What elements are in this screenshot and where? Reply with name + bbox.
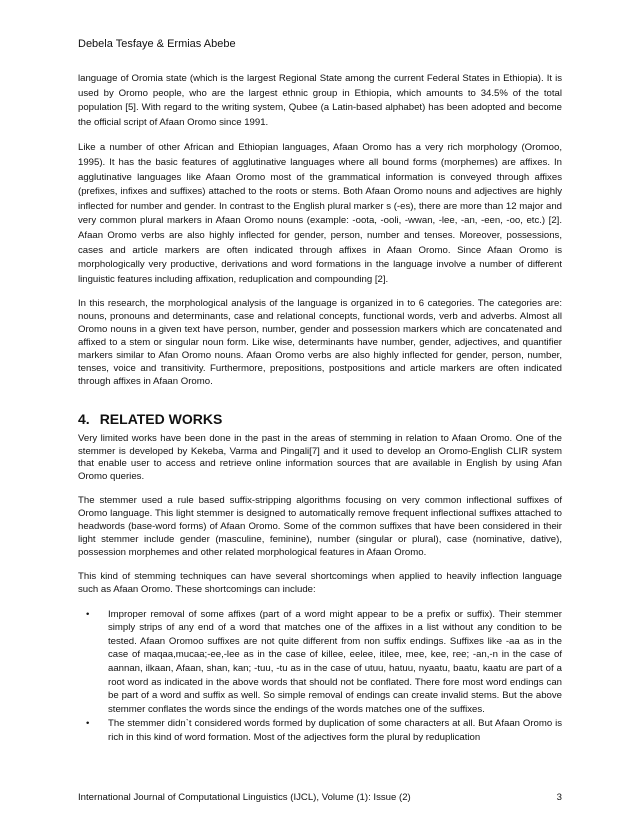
paragraph: In this research, the morphological analysis of the language is organized in to 6 categories. The categories are: nouns, pronouns and determinants, case and relational concepts, functional words, verb and adverbs. Almost all Oromo nouns in a given text have person, number, gender and possession markers which are concatenated and affixed to a stem or singular noun form. Like wise, determinants have number, gender, adjectives, and quantifier markers similar to Afan Oromo nouns. Afaan Oromo verbs are also highly inflected for gender, person, number, tenses, voice and transitivity. Furthermore, prepositions, postpositions and article markers are often indicated through affixes in Afaan Oromo.	[78, 298, 562, 387]
page-number: 3	[556, 792, 562, 803]
paragraph: This kind of stemming techniques can have several shortcomings when applied to heavily inflection language such as Afaan Oromo. These shortcomings can include:	[78, 570, 562, 595]
section-number: 4.	[78, 410, 90, 427]
section-heading	[78, 411, 562, 427]
shortcomings-list	[78, 608, 562, 745]
list-item	[86, 717, 562, 744]
paragraph: Very limited works have been done in the past in the areas of stemming in relation to Afaan Oromo. One of the stemmer is developed by Kekeba, Varma and Pingali[7] and it used to develop an Oromo-English CLIR system that enable user to access and retrieve online information sources that are available in English by using Afan Oromo queries.	[78, 432, 562, 483]
page-body	[78, 72, 562, 746]
list-item	[86, 608, 562, 717]
list-item-text: The stemmer didn`t considered words formed by duplication of some characters at all. But Afaan Oromo is rich in this kind of word formation. Most of the adjectives form the plural by reduplication	[108, 718, 562, 743]
paragraph: Like a number of other African and Ethiopian languages, Afaan Oromo has a very rich morphology (Oromoo, 1995). It has the basic features of agglutinative languages where all bound forms (morphemes) are affixes. In agglutinative languages like Afaan Oromo most of the grammatical information is conveyed through affixes (prefixes, infixes and suffixes) attached to the roots or stems. Both Afaan Oromo nouns and adjectives are highly inflected for number and gender. In contrast to the English plural marker s (-es), there are more than 12 major and very common plural markers in Afaan Oromo nouns (example: -oota, -ooli, -wwan, -lee, -an, -een, -oo, etc.) [2]. Afaan Oromo verbs are also highly inflected for gender, person, number and tenses. Moreover, possessions, cases and article markers are often indicated through affixes in Afaan Oromo. Since Afaan Oromo is morphologically very productive, derivations and word formations in the language involve a number of different linguistic features including affixation, reduplication and compounding [2].	[78, 142, 562, 285]
bullet-icon: •	[86, 608, 90, 620]
section-title: RELATED WORKS	[99, 410, 223, 427]
running-head-authors: Debela Tesfaye & Ermias Abebe	[78, 38, 236, 50]
bullet-icon: •	[86, 718, 90, 730]
paragraph: language of Oromia state (which is the largest Regional State among the current Federal States in Ethiopia). It is used by Oromo people, who are the largest ethnic group in Ethiopia, which amounts to 34.5% of the total population [5]. With regard to the writing system, Qubee (a Latin-based alphabet) has been adopted and become the official script of Afaan Oromo since 1991.	[78, 73, 562, 128]
list-item-text: Improper removal of some affixes (part of a word might appear to be a prefix or suffix). Their stemmer simply strips of any end of a word that matches one of the affixes in a list without any condition to be tested. Afaan Oromoo suffixes are not quite different from non suffix endings. Suffixes like -aa as in the case of maqaa,mucaa;-ee,-lee as in the case of killee, eelee, itilee, mee, kee, ree; -an,-n in the case of aannan, ilkaan, Afaan, shan, kan; -tuu, -tu as in the case of utuu, hatuu, nyaatu, baatu, kaatu are part of a root word as indicated in the above words that should not be conflated. There fore most word endings can be part of a word and suffix as well. So simple removal of endings can create invalid stems. But the above stemmer conflates the words since the endings of the words matches one of the suffixes.	[108, 608, 562, 715]
paragraph: The stemmer used a rule based suffix-stripping algorithms focusing on very common inflectional suffixes of Oromo language. This light stemmer is designed to automatically remove frequent inflectional suffixes attached to headwords (base-word forms) of Afaan Oromo. Some of the common suffixes that have been considered in their light stemmer include gender (masculine, feminine), number (singular or plural), case (nominative, dative), possession morphemes and other related morphological features in Afaan Oromo.	[78, 495, 562, 558]
footer-journal: International Journal of Computational Linguistics (IJCL), Volume (1): Issue (2)	[78, 792, 411, 803]
